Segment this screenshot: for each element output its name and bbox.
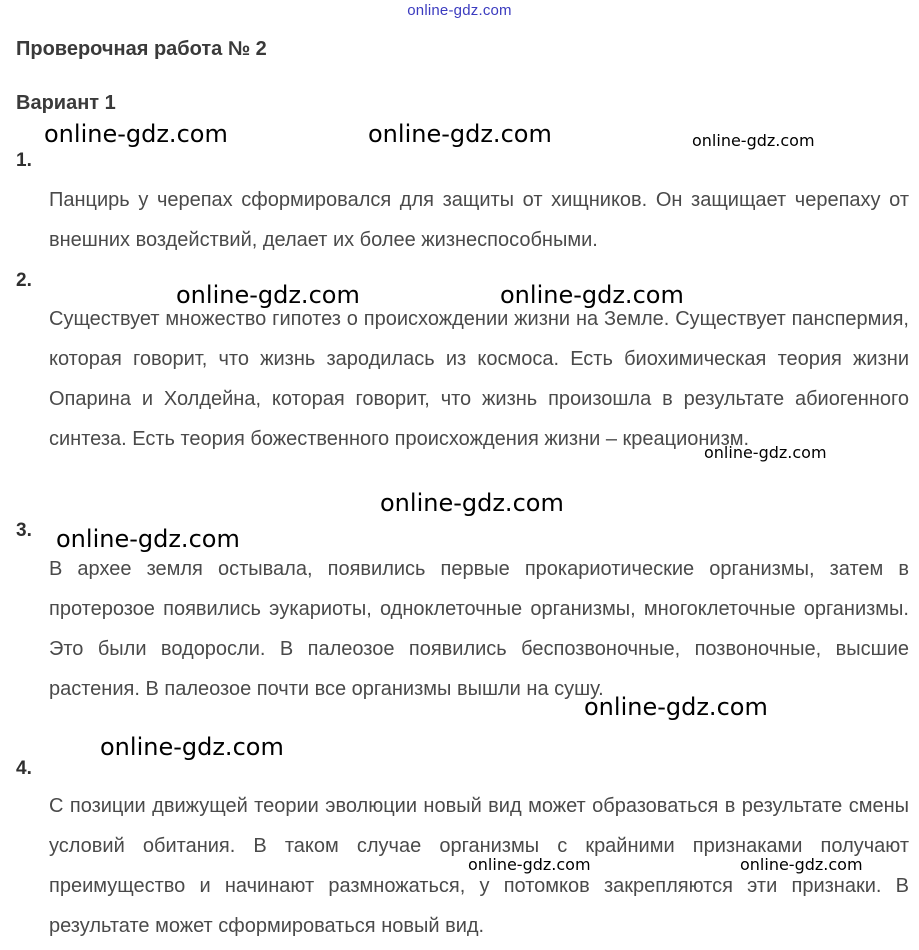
answer-text-2: Существует множество гипотез о происхождении жизни на Земле. Существует панспермия, которая говорит, что жизнь зародилась из космоса. Есть биохимическая теория жизни Опарина и Холдейна, которая говорит, что жизнь произошла в результате абиогенного синтеза. Есть теория божественного происхождения жизни – креационизм. <box>49 308 909 450</box>
watermark: online-gdz.com <box>704 443 827 462</box>
watermark: online-gdz.com <box>692 131 815 150</box>
answer-text-3: В архее земля остывала, появились первые прокариотические организмы, затем в протерозое появились эукариоты, одноклеточные организмы, многоклеточные организмы. Это были водоросли. В палеозое появились беспозвоночные, позвоночные, высшие растения. В палеозое почти все организмы вышли на сушу. <box>49 558 909 700</box>
answer-number-3: 3. <box>16 520 32 541</box>
watermark: online-gdz.com <box>500 281 684 309</box>
watermark: online-gdz.com <box>380 489 564 517</box>
answer-text-1: Панцирь у черепах сформировался для защиты от хищников. Он защищает черепаху от внешних воздействий, делает их более жизнеспособными. <box>49 189 909 251</box>
watermark: online-gdz.com <box>368 120 552 148</box>
answer-number-1: 1. <box>16 150 32 171</box>
watermark: online-gdz.com <box>176 281 360 309</box>
top-watermark: online-gdz.com <box>407 2 512 19</box>
variant-heading: Вариант 1 <box>16 92 116 114</box>
watermark: online-gdz.com <box>468 855 591 874</box>
watermark: online-gdz.com <box>100 733 284 761</box>
answer-text-4: С позиции движущей теории эволюции новый вид может образоваться в результате смены условий обитания. В таком случае организмы с крайними признаками получают преимущество и начинают размножаться, у потомков закрепляются эти признаки. В результате может сформироваться новый вид. <box>49 795 909 937</box>
watermark: online-gdz.com <box>584 693 768 721</box>
answer-number-4: 4. <box>16 758 32 779</box>
answer-number-2: 2. <box>16 270 32 291</box>
watermark: online-gdz.com <box>44 120 228 148</box>
page-title: Проверочная работа № 2 <box>16 38 267 60</box>
watermark: online-gdz.com <box>56 525 240 553</box>
watermark: online-gdz.com <box>740 855 863 874</box>
